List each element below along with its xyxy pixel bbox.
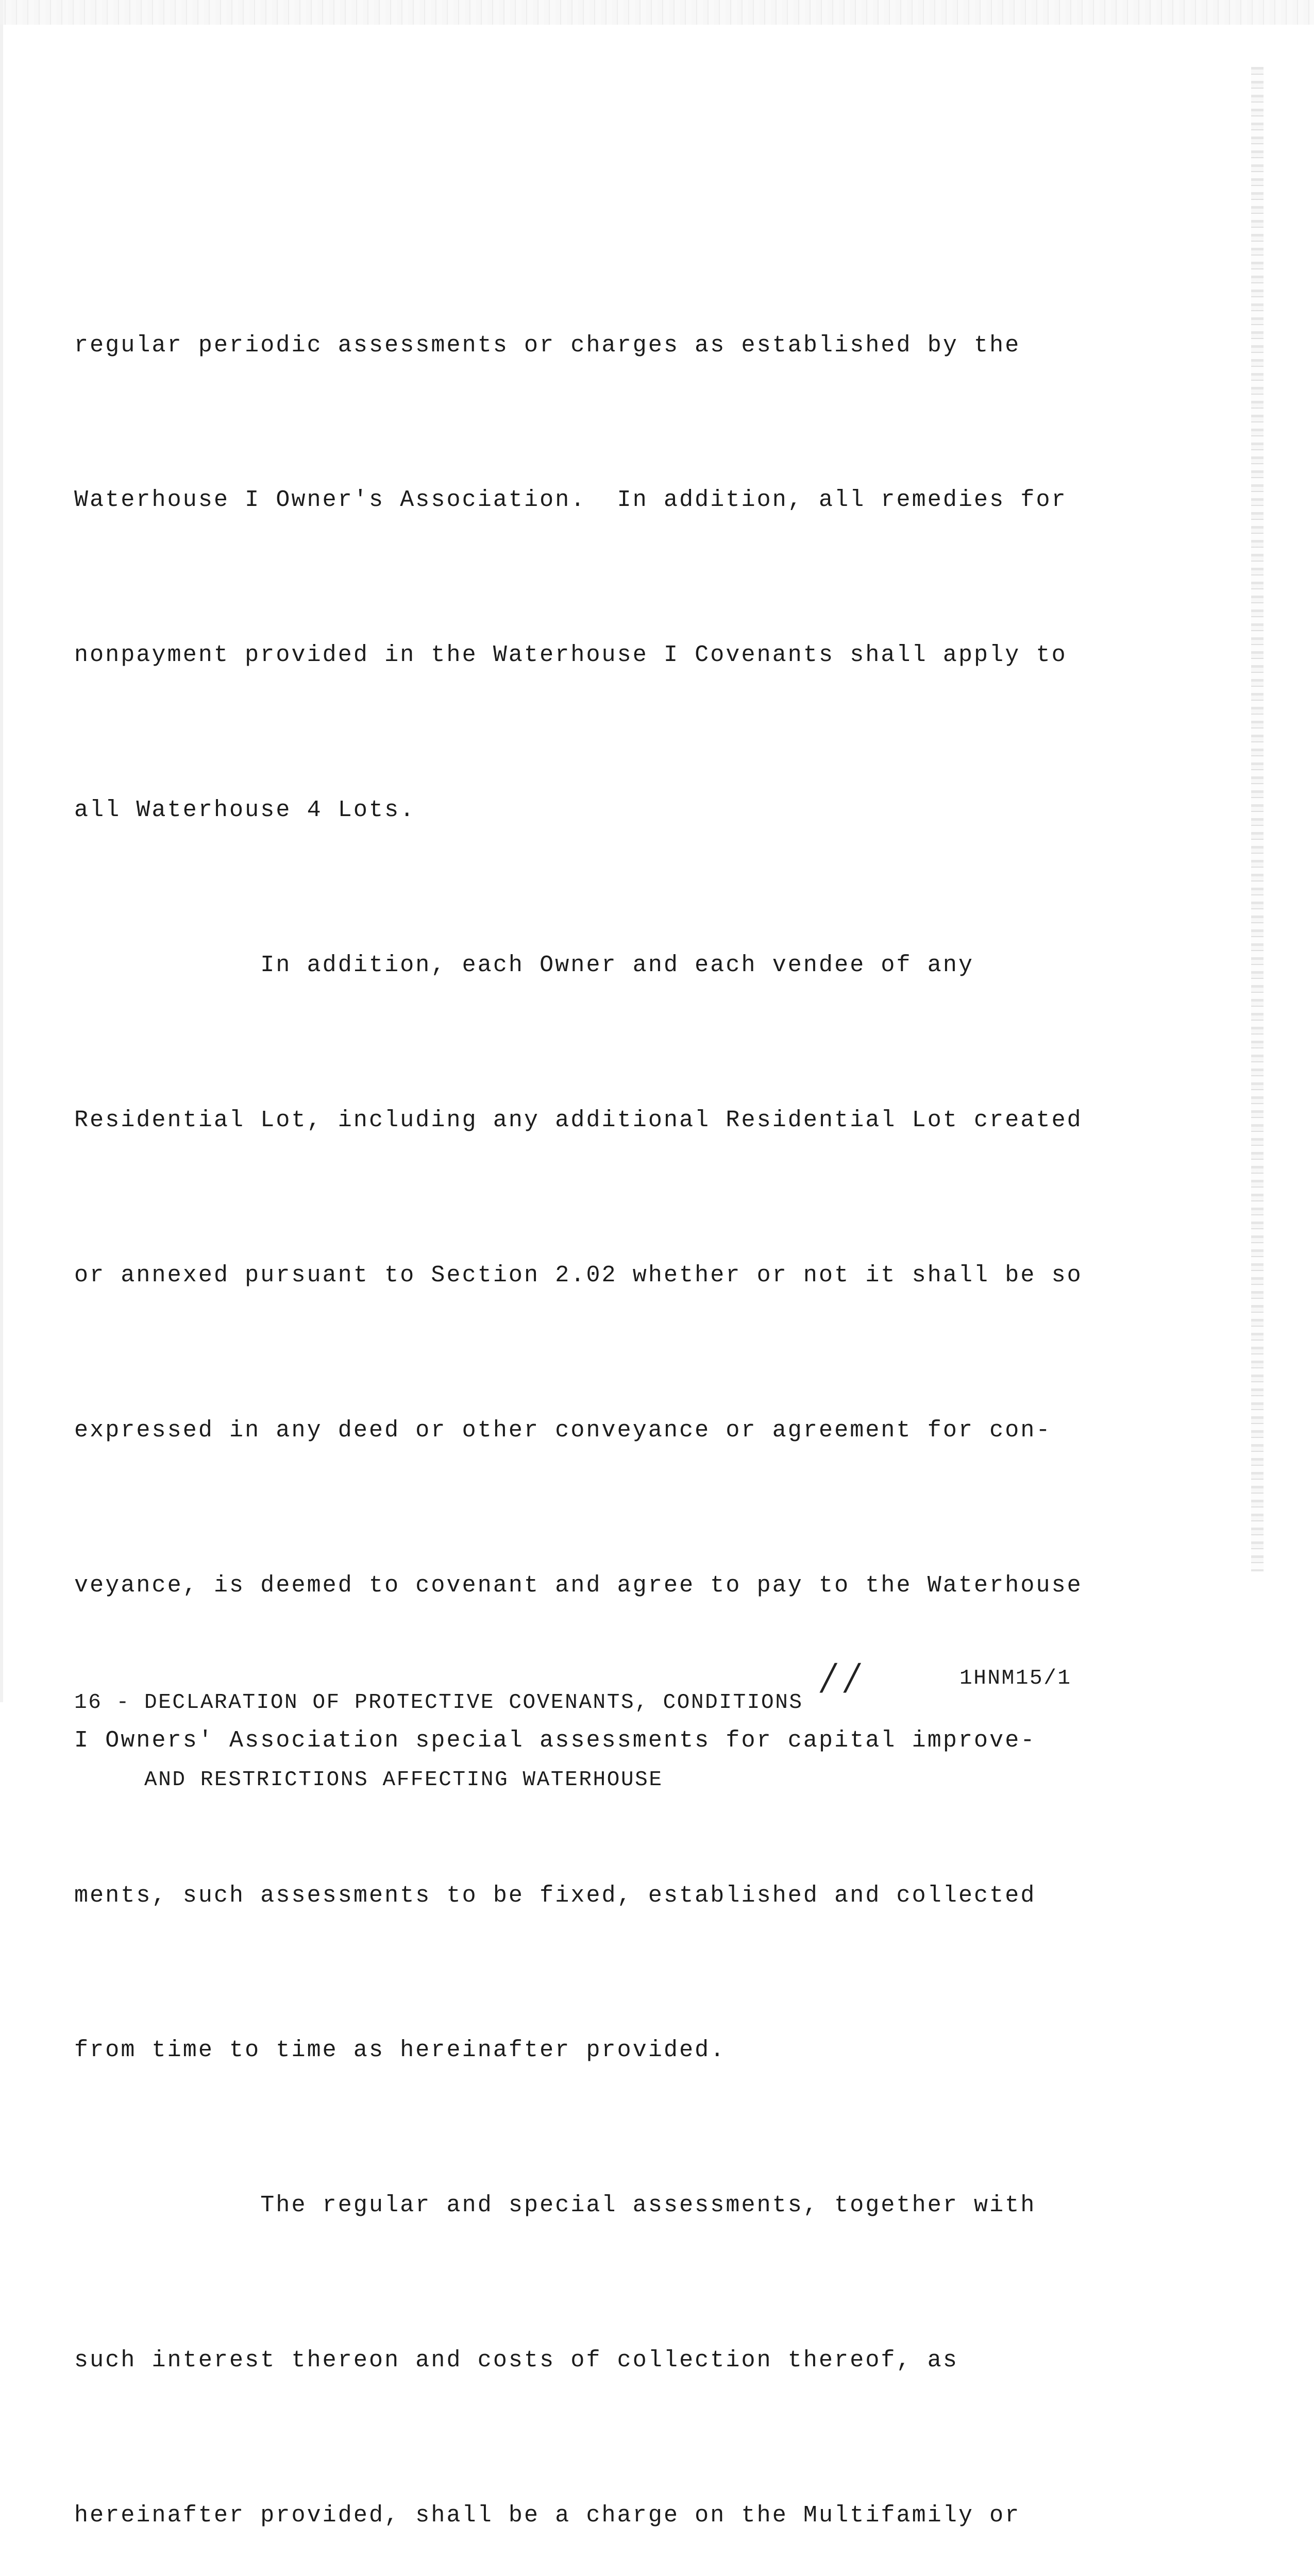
scan-artifact-top <box>0 0 1314 25</box>
text-line: ments, such assessments to be fixed, established and collected <box>74 1882 1036 1909</box>
text-line: expressed in any deed or other conveyance or agreement for con- <box>74 1417 1052 1444</box>
text-line: The regular and special assessments, together with <box>74 2192 1036 2219</box>
text-line: In addition, each Owner and each vendee of any <box>74 952 974 979</box>
text-line: or annexed pursuant to Section 2.02 whether or not it shall be so <box>74 1262 1083 1289</box>
document-code: 1HNM15/1 <box>959 1667 1072 1690</box>
text-line: veyance, is deemed to covenant and agree to pay to the Waterhouse <box>74 1572 1083 1599</box>
footer <box>74 1638 1254 1844</box>
body-text <box>74 216 1125 2576</box>
text-line: Residential Lot, including any additional Residential Lot created <box>74 1107 1083 1134</box>
text-line: Waterhouse I Owner's Association. In addition, all remedies for <box>74 487 1067 514</box>
handwritten-page-mark: / / <box>822 1656 858 1698</box>
footer-line-2: AND RESTRICTIONS AFFECTING WATERHOUSE <box>74 1768 663 1792</box>
footer-line-1: 16 - DECLARATION OF PROTECTIVE COVENANTS, CONDITIONS <box>74 1691 803 1715</box>
text-line: nonpayment provided in the Waterhouse I Covenants shall apply to <box>74 642 1067 669</box>
text-line: I Owners' Association special assessments for capital improve- <box>74 1727 1036 1754</box>
scan-edge-left <box>0 0 3 1702</box>
scan-artifact-right <box>1251 67 1264 1571</box>
text-line: all Waterhouse 4 Lots. <box>74 797 416 824</box>
text-line: from time to time as hereinafter provided. <box>74 2037 726 2064</box>
text-line: such interest thereon and costs of collection thereof, as <box>74 2347 958 2374</box>
text-line: hereinafter provided, shall be a charge on the Multifamily or <box>74 2502 1021 2529</box>
text-line: regular periodic assessments or charges as established by the <box>74 332 1021 359</box>
